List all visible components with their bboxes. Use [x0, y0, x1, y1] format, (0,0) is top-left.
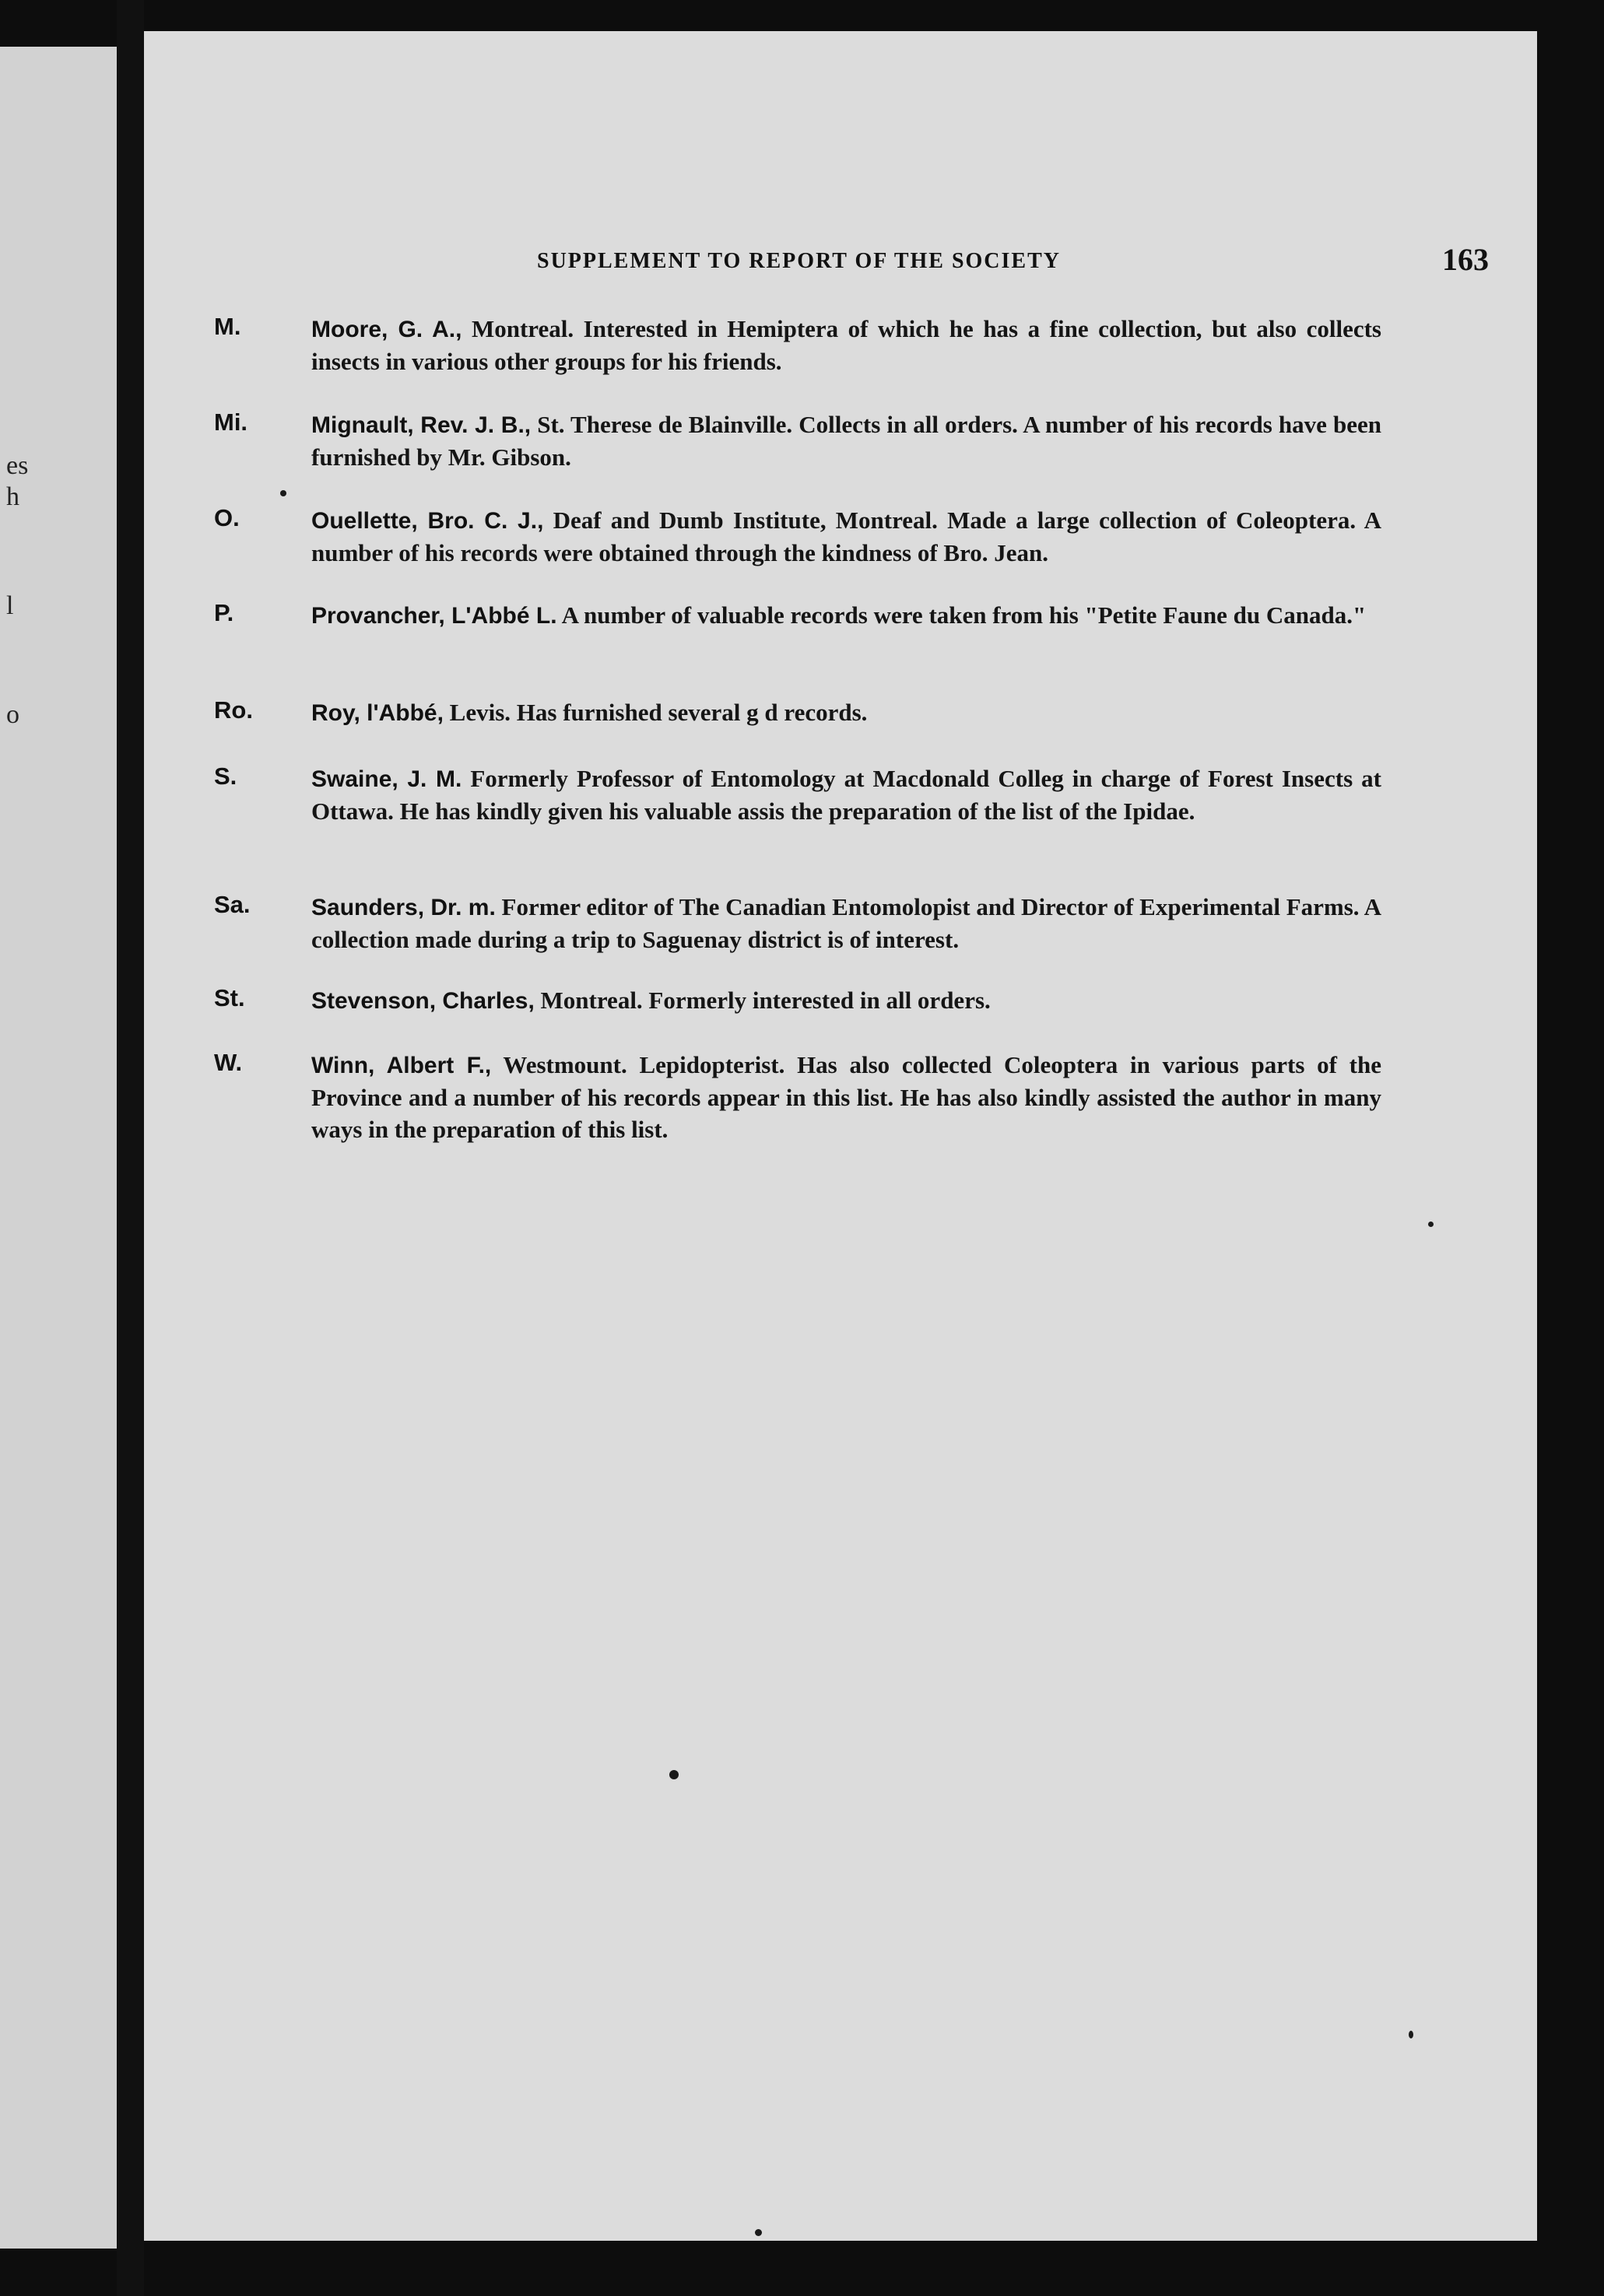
- left-page-fragment: es: [6, 451, 29, 480]
- document-page: [144, 31, 1537, 2241]
- header-title: SUPPLEMENT TO REPORT OF THE SOCIETY: [537, 249, 1061, 273]
- entry-description: St. Therese de Blainville. Collects in all orders. A number of his records have been furnished by Mr. Gibson.: [311, 411, 1381, 471]
- contributor-name: Ouellette, Bro. C. J.,: [311, 508, 544, 534]
- entry-abbreviation: Sa.: [214, 891, 251, 918]
- entry-description: Formerly Professor of Entomology at Macdonald Colleg in charge of Forest Insects at Ottawa. He has kindly given his valuable assis the preparation of the list of the Ipidae.: [311, 765, 1381, 825]
- entry-abbreviation: M.: [214, 313, 241, 340]
- entry-text: [311, 696, 1381, 729]
- scan-speck: [280, 490, 286, 496]
- entry-text: [311, 313, 1381, 377]
- contributor-name: Saunders, Dr. m.: [311, 895, 496, 920]
- scan-speck: [669, 1770, 679, 1779]
- entry-text: [311, 408, 1381, 473]
- entry-text: [311, 984, 1381, 1017]
- contributor-name: Mignault, Rev. J. B.,: [311, 412, 532, 438]
- left-page-fragment: o: [6, 700, 19, 729]
- entry-description: Former editor of The Canadian Entomolopist and Director of Experimental Farms. A collection made during a trip to Saguenay district is of interest.: [311, 893, 1381, 953]
- left-page-fragment: l: [6, 591, 14, 620]
- scan-speck: [755, 2229, 762, 2236]
- entry-abbreviation: P.: [214, 599, 234, 626]
- scan-speck: [1409, 2031, 1413, 2038]
- left-page-edge: [0, 47, 117, 2249]
- entry-description: A number of valuable records were taken from his "Petite Faune du Canada.": [556, 601, 1367, 629]
- entry-text: [311, 504, 1381, 569]
- contributor-name: Moore, G. A.,: [311, 317, 462, 342]
- contributor-name: Provancher, L'Abbé L.: [311, 603, 557, 629]
- contributor-name: Swaine, J. M.: [311, 766, 462, 792]
- entry-description: Deaf and Dumb Institute, Montreal. Made a large collection of Coleoptera. A number of his records were obtained through the kindness of Bro. Jean.: [311, 507, 1381, 566]
- scan-speck: [1428, 1222, 1434, 1227]
- entry-text: [311, 1049, 1381, 1145]
- entry-abbreviation: Mi.: [214, 408, 248, 436]
- entry-abbreviation: O.: [214, 504, 240, 531]
- page-number: 163: [1442, 242, 1489, 277]
- entry-description: Montreal. Interested in Hemiptera of which he has a fine collection, but also collects insects in various other groups for his friends.: [311, 315, 1381, 375]
- entry-abbreviation: W.: [214, 1049, 243, 1076]
- entry-abbreviation: St.: [214, 984, 245, 1011]
- entry-text: [311, 599, 1381, 632]
- entry-description: Montreal. Formerly interested in all orders.: [534, 987, 991, 1014]
- entry-description: Levis. Has furnished several g d records.: [443, 699, 868, 726]
- entry-text: [311, 762, 1381, 827]
- contributor-name: Winn, Albert F.,: [311, 1053, 492, 1078]
- contributor-name: Roy, l'Abbé,: [311, 700, 444, 726]
- entry-abbreviation: Ro.: [214, 696, 253, 724]
- left-page-fragment: h: [6, 482, 19, 511]
- contributor-name: Stevenson, Charles,: [311, 988, 535, 1014]
- entry-text: [311, 891, 1381, 955]
- entry-abbreviation: S.: [214, 762, 237, 790]
- entry-description: Westmount. Lepidopterist. Has also collected Coleoptera in various parts of the Province and a number of his records appear in this list. He has also kindly assisted the author in many ways in the preparation of this list.: [311, 1051, 1382, 1143]
- page-gutter: [117, 0, 144, 2296]
- running-header: [537, 240, 1529, 286]
